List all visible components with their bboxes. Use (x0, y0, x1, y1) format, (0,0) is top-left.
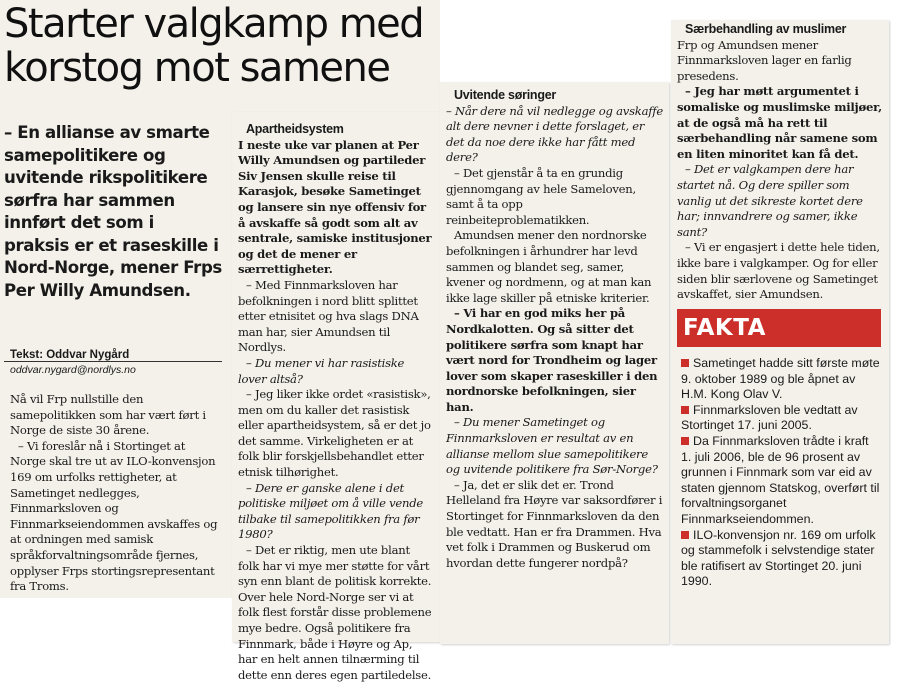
byline-email: oddvar.nygard@nordlys.no (10, 364, 136, 376)
paragraph: – Vi er engasjert i dette hele tiden, ikke bare i valgkamper. Og for eller siden blir særlovene og Sametinget avskaffet, sier Amundsen. (677, 240, 880, 302)
clipping-apartheidsystem (232, 112, 440, 682)
paragraph: – Det gjenstår å ta en grundig gjennomgang av hele Sameloven, samt å ta opp reinbeiteproblematikken. (446, 165, 636, 227)
paragraph: – Ja, det er slik det er. Trond Helleland fra Høyre var saksordfører i Stortinget for Finnmarksloven da den ble vedtatt. Han er fra Drammen. Hva vet folk i Drammen og Buskerud om hvordan dette fungerer nordpå? (446, 477, 663, 570)
bullet-square-icon (681, 531, 689, 539)
body-column-1 (10, 392, 220, 595)
fakta-item (681, 434, 881, 528)
question-paragraph: – Det er valgkampen dere har startet nå. Og dere spiller som vanlig ut det sikreste kortet dere har; innvandrere og samer, ikke sant? (677, 162, 863, 239)
paragraph: Amundsen mener den nordnorske befolkningen i århundrer har levd sammen og blandet seg, samer, kvener og nordmenn, og at man kan ikke lage skiller på etniske kriterier. (446, 228, 652, 305)
bullet-square-icon (681, 359, 689, 367)
bullet-square-icon (681, 437, 689, 445)
fakta-item-text: ILO-konvensjon nr. 169 om urfolk og stammefolk i selvstendige stater ble ratifisert av Stortinget 20. juni 1990. (681, 527, 876, 589)
fakta-item (681, 528, 881, 590)
question-paragraph: – Når dere nå vil nedlegge og avskaffe alt dere nevner i dette forslaget, er det da noe dere ikke har fått med dere? (446, 103, 663, 165)
paragraph: Frp og Amundsen mener Finnmarksloven lager en farlig presedens. (677, 37, 852, 83)
paragraph: – Jeg har møtt argumentet i somaliske og muslimske miljøer, at de også må ha rett til særbehandling når samene som en liten minoritet kan få det. (677, 84, 882, 161)
subhead-apartheidsystem: Apartheidsystem (246, 122, 344, 136)
paragraph: – Det er riktig, men ute blant folk har vi mye mer støtte for vårt syn enn blant de politisk korrekte. Over hele Nord-Norge ser vi at folk flest forstår disse problemene mye bedre. Også politikere fra Finnmark, både i Høyre og Ap, har en helt annen tilnærming til dette enn deres egen partiledelse. (238, 543, 432, 682)
paragraph: I neste uke var planen at Per Willy Amundsen og partileder Siv Jensen skulle reise til Karasjok, besøke Sametinget og lansere sin nye offensiv for å avskaffe så godt som alt av sentrale, samiske institusjoner og det de mener er særrettigheter. (238, 137, 432, 277)
clipping-saerbehandling (671, 20, 889, 644)
fakta-item-text: Finnmarksloven ble vedtatt av Stortinget 17. juni 2005. (681, 402, 858, 433)
bullet-square-icon (681, 406, 689, 414)
paragraph: – Med Finnmarksloven har befolkningen i nord blitt splittet etter etnisitet og hva slags DNA man har, sier Amundsen til Nordlys. (238, 277, 419, 355)
paragraph: – Vi har en god miks her på Nordkalotten. Og så sitter det politikere sørfra som knapt har vært nord for Trondheim og lager lover som skaper raseskiller i den nordnorske befolkningen, sier han. (446, 306, 658, 414)
question-paragraph: – Dere er ganske alene i det politiske miljøet om å ville vende tilbake til samepolitikken fra før 1980? (238, 480, 424, 542)
body-column-3 (446, 88, 663, 571)
clipping-uvitende-soringer (440, 82, 669, 644)
fakta-item-text: Da Finnmarksloven trådte i kraft 1. juli 2006, ble de 96 prosent av grunnen i Finnmark som var eid av staten gjennom Statskog, overført til forvaltningsorganet Finnmarkseiendommen. (681, 433, 880, 526)
subhead-uvitende-soringer: Uvitende søringer (454, 88, 557, 102)
question-paragraph: – Du mener Sametinget og Finnmarksloven er resultat av en allianse mellom slue samepolitikere og uvitende politikere fra Sør-Norge? (446, 415, 658, 477)
ingress: – En allianse av smarte samepolitikere og uvitende rikspolitikere sørfra har sammen innført det som i praksis er et raseskille i Nord-Norge, mener Frps Per Willy Amundsen. (4, 123, 222, 300)
paragraph: – Jeg liker ikke ordet «rasistisk», men om du kaller det rasistisk eller apartheidsystem, så er det jo det samme. Virkeligheten er at folk blir forskjellsbehandlet etter etnisk tilhørighet. (238, 387, 431, 480)
paragraph: Nå vil Frp nullstille den samepolitikken som har vært ført i Norge de siste 30 årene. (10, 392, 206, 438)
fakta-item (681, 356, 881, 403)
headline: Starter valgkamp med korstog mot samene (4, 1, 424, 91)
byline: Tekst: Oddvar Nygård (10, 349, 130, 361)
question-paragraph: – Du mener vi har rasistiske lover altså? (238, 355, 405, 386)
byline-rule (4, 361, 222, 362)
fakta-banner: FAKTA (677, 309, 881, 347)
body-column-2 (238, 122, 434, 683)
subhead-saerbehandling: Særbehandling av muslimer (685, 22, 847, 36)
fakta-item-text: Sametinget hadde sitt første møte 9. oktober 1989 og ble åpnet av H.M. Kong Olav V. (681, 356, 880, 402)
paragraph: – Vi foreslår nå i Stortinget at Norge skal tre ut av ILO-konvensjon 169 om urfolks rettigheter, at Sametinget nedlegges, Finnmarksloven og Finnmarkseiendommen avskaffes og at ordningen med samisk språkforvaltningsområde fjernes, opplyser Frps stortingsrepresentant fra Troms. (10, 438, 218, 594)
body-column-4 (677, 22, 883, 303)
fakta-list (681, 356, 881, 590)
fakta-item (681, 403, 881, 434)
